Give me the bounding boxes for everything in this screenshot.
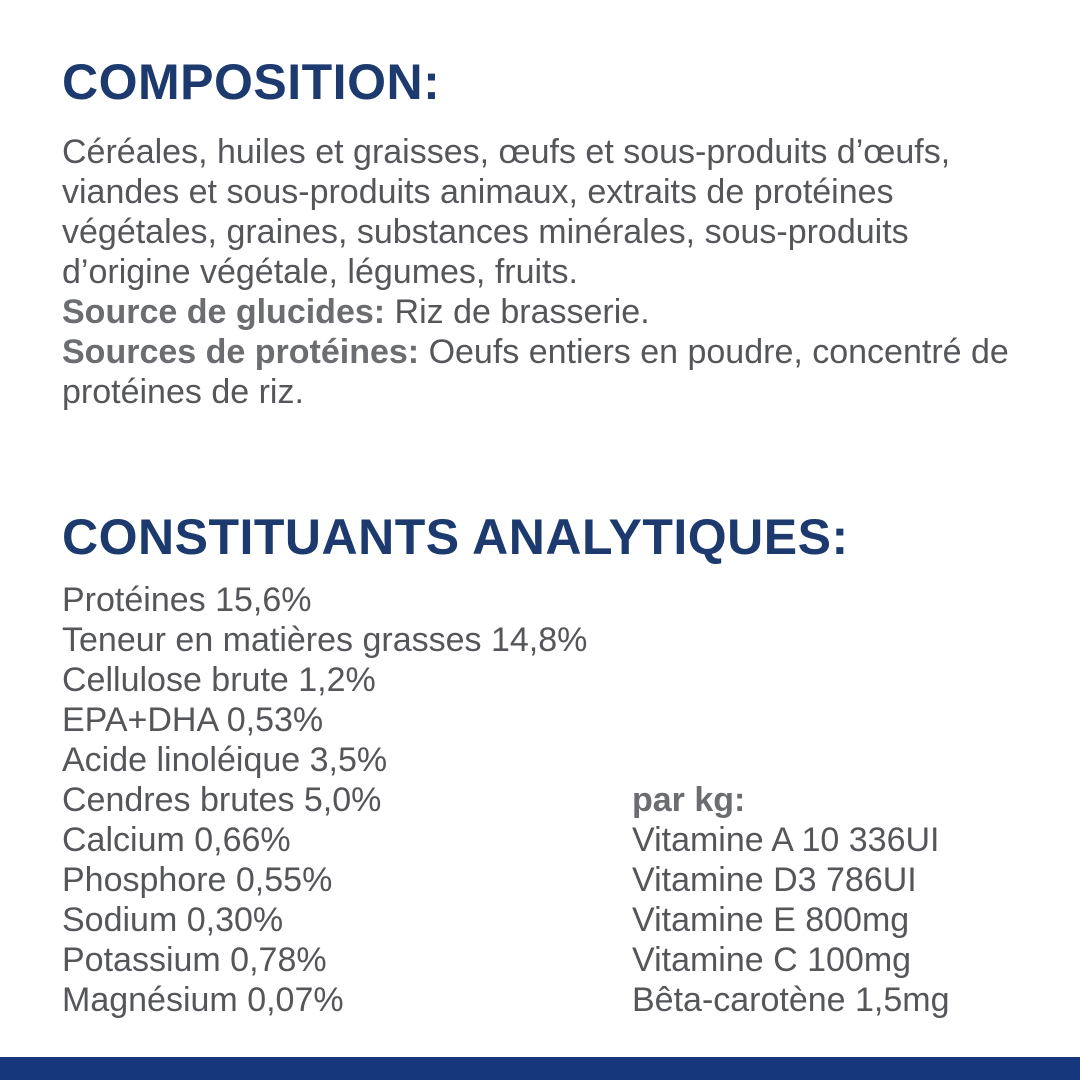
analytical-heading: CONSTITUANTS ANALYTIQUES:	[62, 509, 849, 565]
per-kg-label: par kg:	[632, 781, 746, 819]
analytical-item: Calcium 0,66%	[62, 821, 291, 859]
carb-source-value: Riz de brasserie.	[394, 293, 650, 331]
analytical-item: Protéines 15,6%	[62, 581, 312, 619]
protein-source-value: Oeufs entiers en poudre, concentré de protéines de riz.	[62, 333, 1009, 411]
vitamin-item: Vitamine C 100mg	[632, 941, 912, 979]
composition-body	[62, 132, 1014, 412]
protein-source-label: Sources de protéines:	[62, 333, 420, 371]
analytical-item: Cellulose brute 1,2%	[62, 661, 376, 699]
analytical-item: Cendres brutes 5,0%	[62, 781, 382, 819]
vitamin-item: Vitamine A 10 336UI	[632, 821, 940, 859]
analytical-item: Phosphore 0,55%	[62, 861, 333, 899]
vitamin-item: Vitamine D3 786UI	[632, 861, 917, 899]
vitamin-list	[632, 820, 950, 1020]
vitamin-item: Vitamine E 800mg	[632, 901, 910, 939]
analytical-item: Teneur en matières grasses 14,8%	[62, 621, 588, 659]
analytical-item: Magnésium 0,07%	[62, 981, 344, 1019]
analytical-item: Acide linoléique 3,5%	[62, 741, 388, 779]
analytical-item: Potassium 0,78%	[62, 941, 327, 979]
analytical-item: EPA+DHA 0,53%	[62, 701, 324, 739]
analytical-constituents-list	[62, 580, 587, 1020]
carb-source-label: Source de glucides:	[62, 293, 386, 331]
composition-heading: COMPOSITION:	[62, 54, 441, 110]
footer-brand-bar	[0, 1057, 1080, 1080]
per-kg-block	[632, 780, 950, 1020]
analytical-item: Sodium 0,30%	[62, 901, 284, 939]
composition-ingredients: Céréales, huiles et graisses, œufs et sous-produits d’œufs, viandes et sous-produits animaux, extraits de protéines végétales, graines, substances minérales, sous-produits d’origine végétale, légumes, fruits.	[62, 133, 951, 291]
vitamin-item: Bêta-carotène 1,5mg	[632, 981, 950, 1019]
